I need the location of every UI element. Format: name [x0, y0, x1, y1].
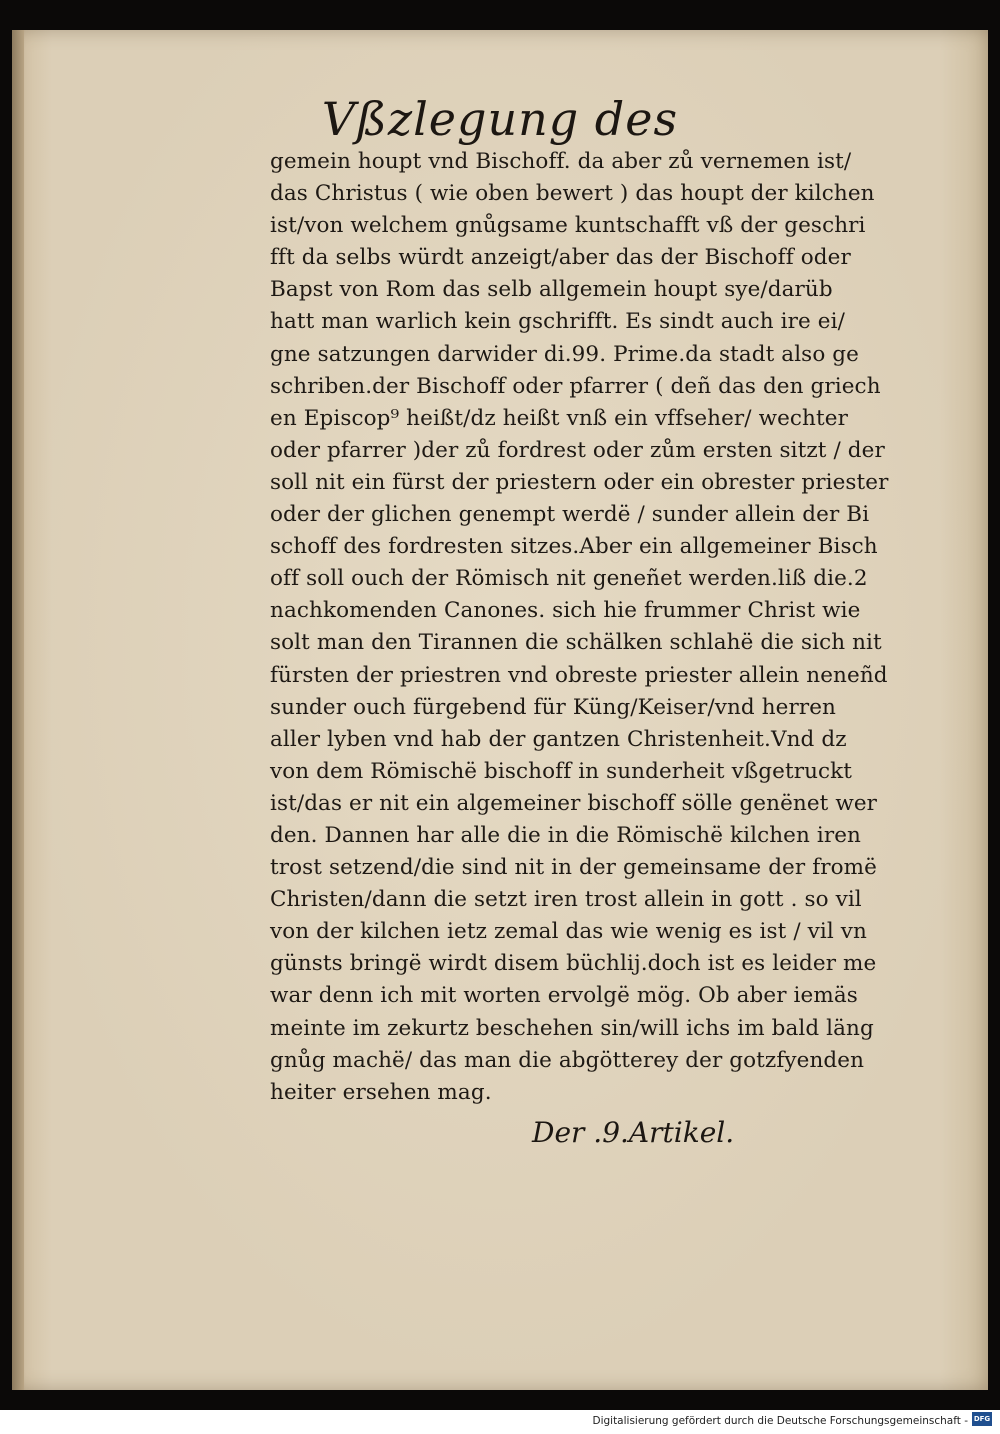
text-line: von dem Römischë bischoff in sunderheit vßgetruckt [270, 758, 853, 784]
text-line: gnůg machë/ das man die abgötterey der gotzfyenden [270, 1047, 865, 1073]
text-line: ist/das er nit ein algemeiner bischoff sölle genënet wer [270, 790, 878, 816]
text-line: das Christus ( wie oben bewert ) das houpt der kilchen [270, 181, 875, 207]
text-line: war denn ich mit worten ervolgë mög. Ob aber iemäs [270, 983, 858, 1009]
text-line: trost setzend/die sind nit in der gemeinsame der fromë [270, 855, 877, 881]
text-line: oder der glichen genempt werdë / sunder allein der Bi [270, 502, 870, 528]
text-line: off soll ouch der Römisch nit geneñet werden.liß die.2 [270, 566, 868, 592]
text-line: soll nit ein fürst der priestern oder ein obrester priester [270, 469, 889, 495]
book-page [12, 30, 988, 1390]
text-line: hatt man warlich kein gschrifft. Es sindt auch ire ei/ [270, 309, 845, 335]
text-line: den. Dannen har alle die in die Römischë kilchen iren [270, 822, 861, 848]
text-line: gemein houpt vnd Bischoff. da aber zů vernemen ist/ [270, 149, 852, 174]
text-line: fürsten der priestren vnd obreste priester allein neneñd [270, 662, 888, 688]
text-line: meinte im zekurtz beschehen sin/will ichs im bald läng [270, 1015, 874, 1041]
text-line: Christen/dann die setzt iren trost allein in gott . so vil [270, 887, 862, 913]
funding-credit: Digitalisierung gefördert durch die Deutsche Forschungsgemeinschaft - [592, 1415, 968, 1427]
text-line: heiter ersehen mag. [270, 1079, 492, 1105]
text-line: von der kilchen ietz zemal das wie wenig es ist / vil vn [270, 919, 867, 945]
text-line: Bapst von Rom das selb allgemein houpt sye/darüb [270, 277, 833, 303]
text-line: günsts bringë wirdt disem büchlij.doch ist es leider me [270, 951, 877, 977]
text-line: fft da selbs würdt anzeigt/aber das der Bischoff oder [270, 245, 851, 271]
text-line: oder pfarrer )der zů fordrest oder zům ersten sitzt / der [270, 437, 885, 463]
text-line: gne satzungen darwider di.99. Prime.da stadt also ge [270, 341, 859, 367]
text-line: schriben.der Bischoff oder pfarrer ( deñ das den griech [270, 373, 881, 399]
text-line: nachkomenden Canones. sich hie frummer Christ wie [270, 598, 861, 624]
body-text [270, 146, 960, 1109]
text-line: ist/von welchem gnůgsame kuntschafft vß der geschri [270, 213, 866, 239]
text-line: sunder ouch fürgebend für Küng/Keiser/vnd herren [270, 694, 836, 720]
article-title: Der .9.Artikel. [532, 1116, 735, 1149]
text-line: solt man den Tirannen die schälken schlahë die sich nit [270, 630, 882, 656]
text-line: aller lyben vnd hab der gantzen Christenheit.Vnd dz [270, 726, 847, 752]
dfg-logo: DFG [972, 1412, 992, 1426]
page-gutter [12, 30, 24, 1390]
text-line: en Episcop⁹ heißt/dz heißt vnß ein vffseher/ wechter [270, 405, 848, 431]
running-heading: Vßzlegung des [321, 92, 679, 146]
text-line: schoff des fordresten sitzes.Aber ein allgemeiner Bisch [270, 534, 878, 560]
